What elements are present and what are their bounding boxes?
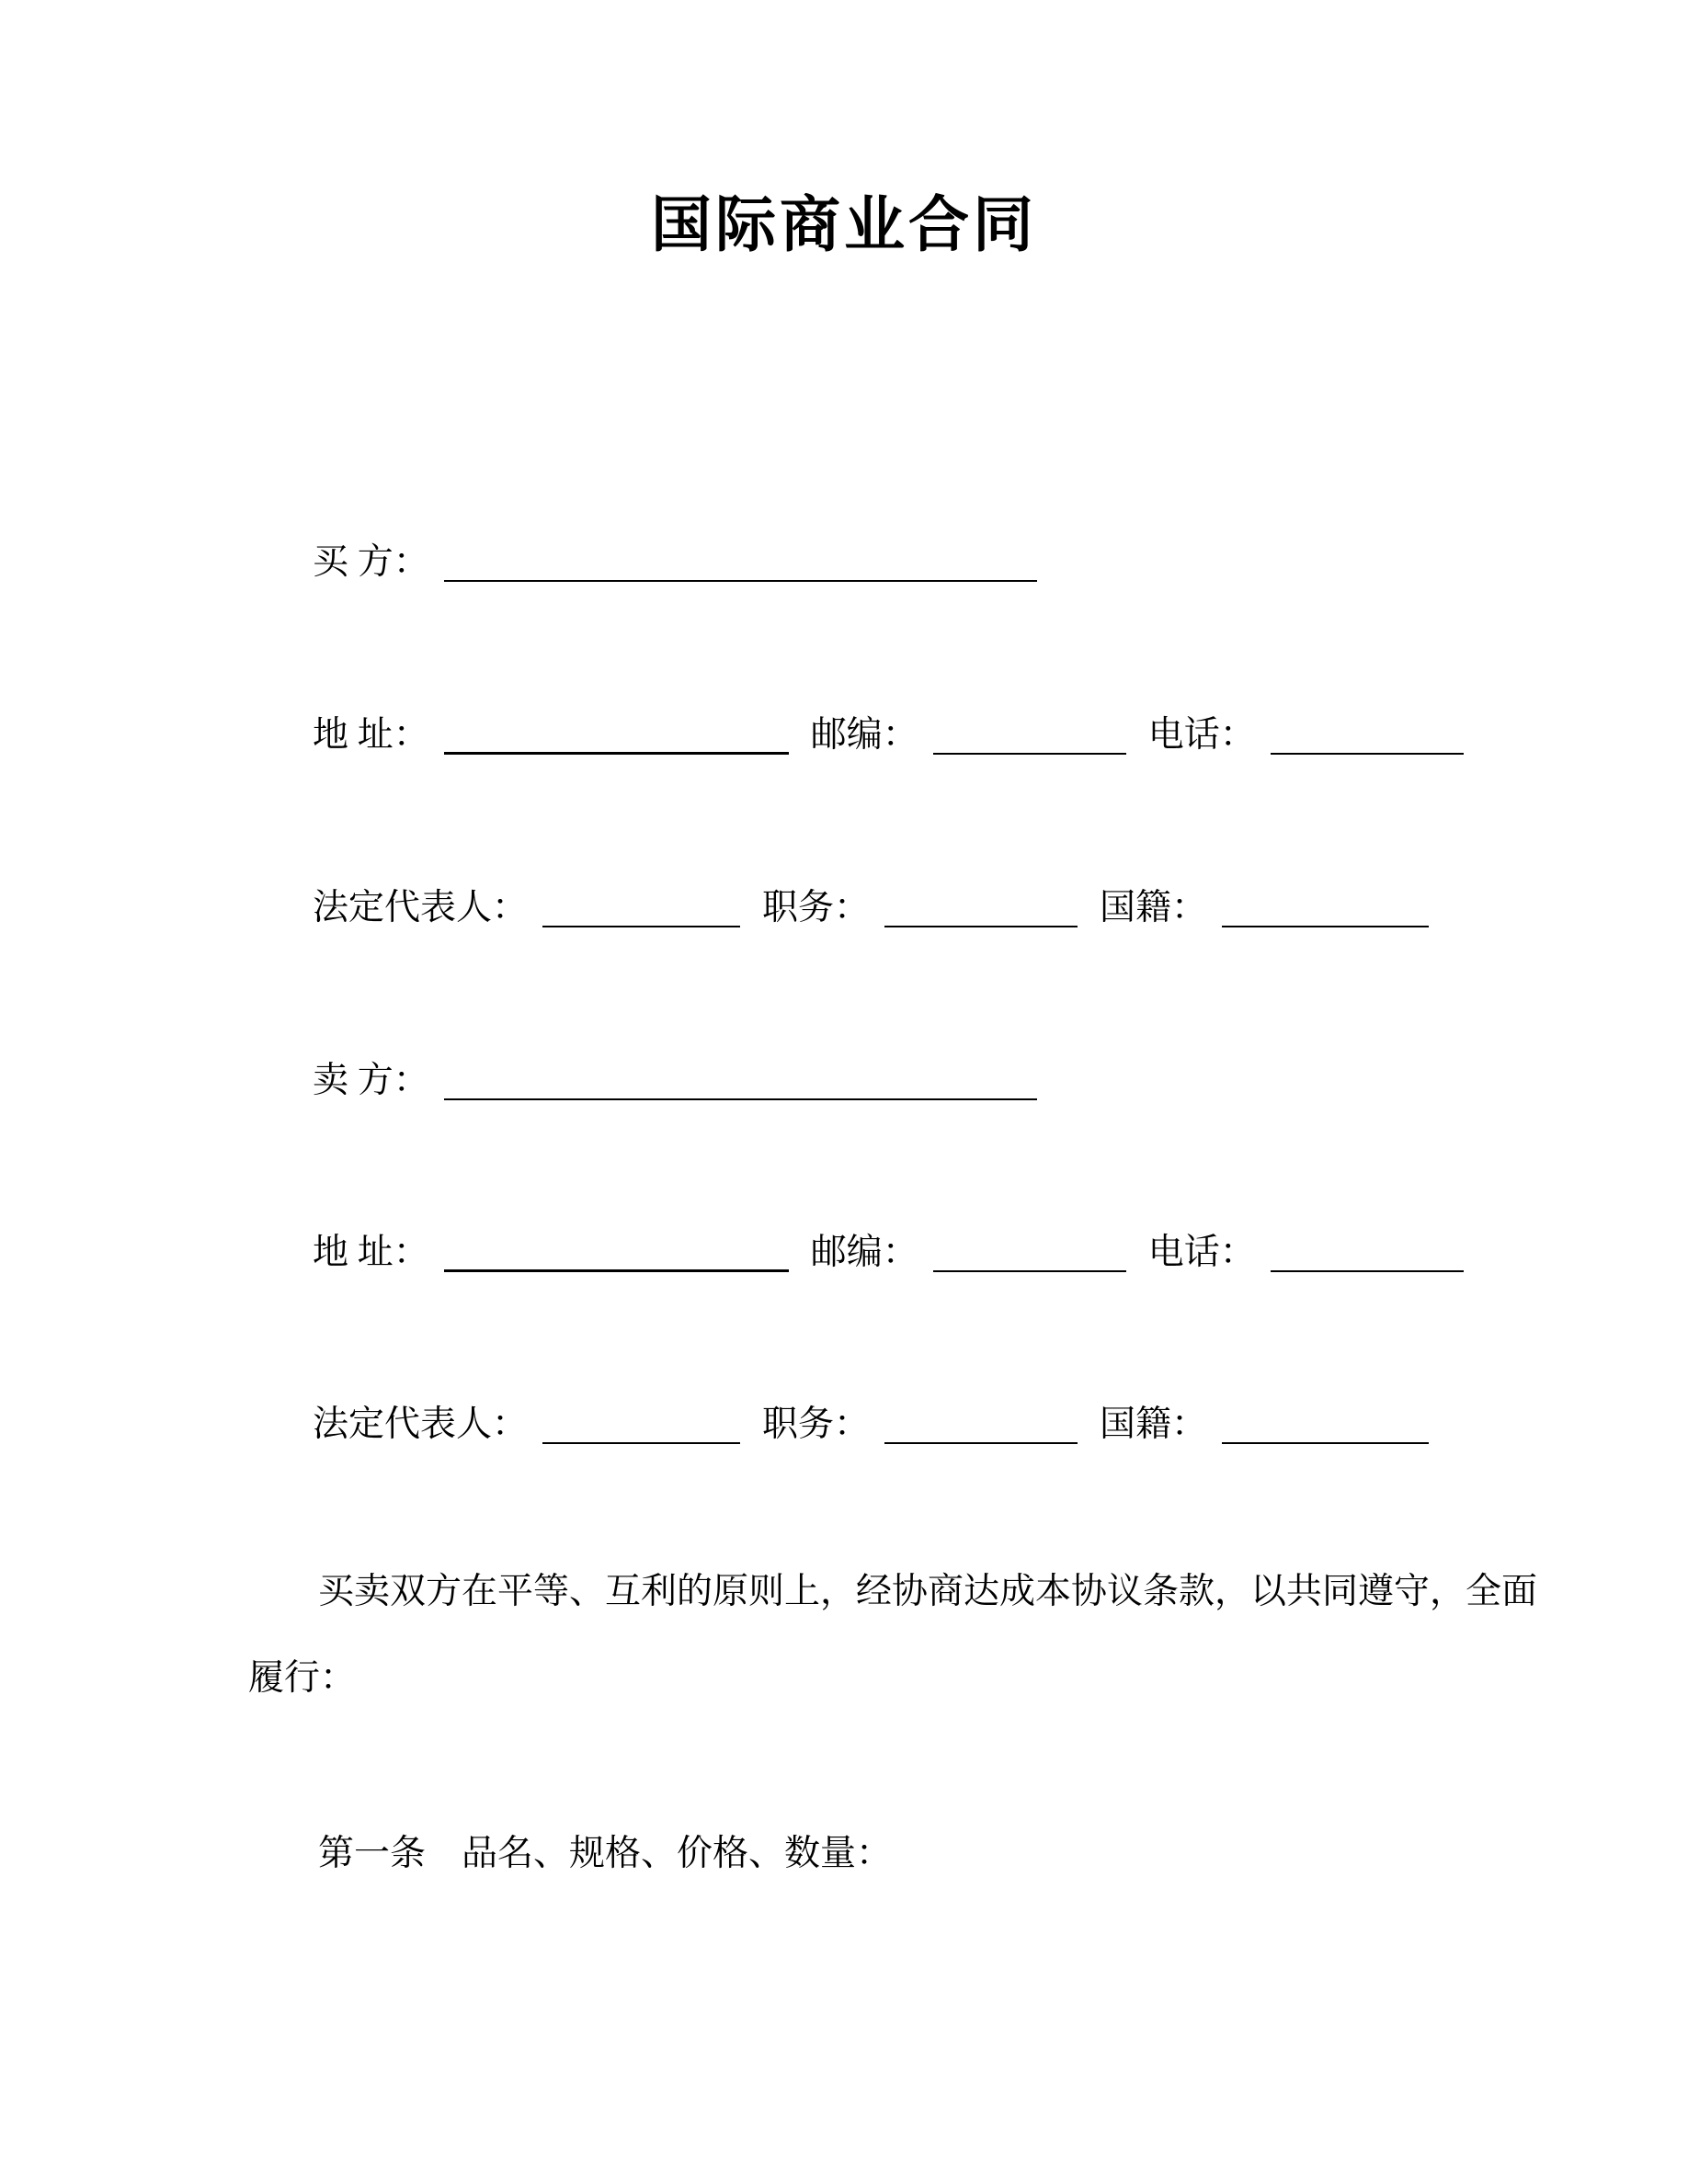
article-1-heading: 第一条 品名、规格、价格、数量： [318,1834,893,1873]
seller-phone-label: 电话： [1147,1233,1256,1272]
buyer-address-field[interactable] [444,750,789,755]
seller-legal-rep-row [313,1406,1429,1444]
seller-nationality-label: 国籍： [1100,1405,1208,1444]
seller-name-field[interactable] [444,1097,1037,1100]
buyer-phone-label: 电话： [1147,715,1256,755]
preamble-line-1: 买卖双方在平等、互利的原则上，经协商达成本协议条款，以共同遵守，全面 [318,1572,1538,1611]
seller-nationality-field[interactable] [1222,1440,1429,1444]
buyer-position-label: 职务： [762,888,871,927]
buyer-nationality-field[interactable] [1222,924,1429,927]
seller-label: 卖 方： [313,1061,429,1100]
buyer-position-field[interactable] [884,924,1078,927]
buyer-address-label: 地 址： [313,715,429,755]
buyer-postal-field[interactable] [933,751,1126,755]
seller-legal-rep-field[interactable] [542,1440,740,1444]
buyer-legal-rep-field[interactable] [542,924,740,927]
seller-position-field[interactable] [884,1440,1078,1444]
seller-postal-label: 邮编： [810,1233,918,1272]
seller-address-field[interactable] [444,1268,789,1272]
seller-name-row [313,1063,1037,1100]
seller-phone-field[interactable] [1271,1268,1464,1272]
seller-address-row [313,1234,1464,1272]
buyer-legal-rep-row [313,890,1429,927]
seller-postal-field[interactable] [933,1268,1126,1272]
buyer-legal-rep-label: 法定代表人： [313,888,529,927]
buyer-phone-field[interactable] [1271,751,1464,755]
seller-position-label: 职务： [762,1405,871,1444]
buyer-name-row [313,544,1037,582]
buyer-postal-label: 邮编： [810,715,918,755]
seller-address-label: 地 址： [313,1233,429,1272]
preamble-line-2: 履行： [248,1658,357,1698]
document-title: 国际商业合同 [651,189,1037,260]
buyer-name-field[interactable] [444,578,1037,582]
seller-legal-rep-label: 法定代表人： [313,1405,529,1444]
buyer-nationality-label: 国籍： [1100,888,1208,927]
buyer-address-row [313,717,1464,755]
buyer-label: 买 方： [313,542,429,582]
